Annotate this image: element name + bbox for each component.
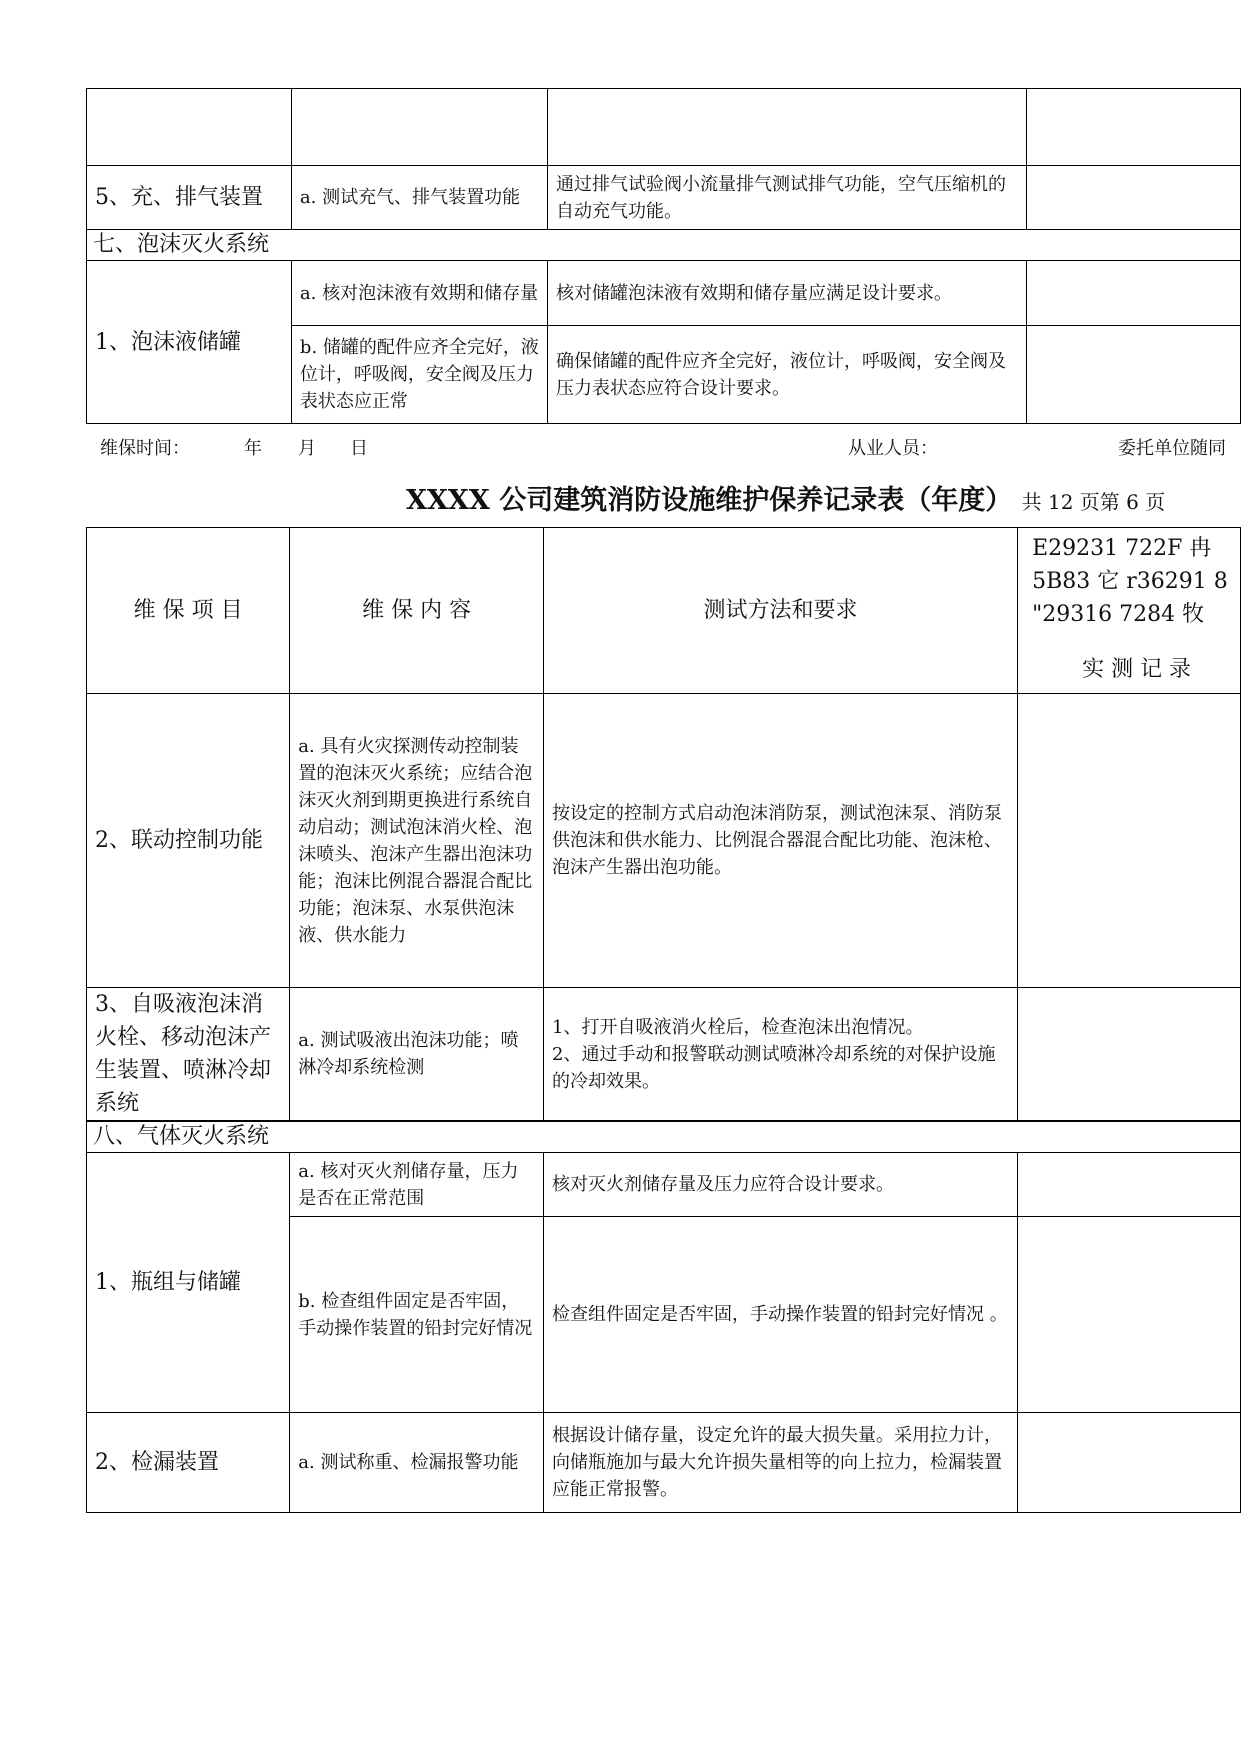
content-cell: a. 测试称重、检漏报警功能: [290, 1413, 544, 1513]
record-cell: [1026, 261, 1240, 326]
year-label: 年: [244, 438, 262, 459]
method-cell: 检查组件固定是否牢固，手动操作装置的铅封完好情况 。: [544, 1217, 1018, 1413]
staff-label: 从业人员：: [848, 438, 938, 459]
record-cell: [1018, 694, 1241, 988]
table-row: [87, 1413, 1241, 1513]
section-heading: 八、气体灭火系统: [87, 1121, 1241, 1153]
method-cell: 确保储罐的配件应齐全完好，液位计，呼吸阀，安全阀及压力表状态应符合设计要求。: [547, 326, 1026, 424]
method-cell: 根据设计储存量，设定允许的最大损失量。采用拉力计，向储瓶施加与最大允许损失量相等的向上拉力，检漏装置应能正常报警。: [544, 1413, 1018, 1513]
content-cell: a. 核对泡沫液有效期和储存量: [291, 261, 547, 326]
table-row: [87, 694, 1241, 988]
method-line: 2、通过手动和报警联动测试喷淋冷却系统的对保护设施的冷却效果。: [552, 1043, 996, 1092]
method-cell: [547, 89, 1026, 166]
item-cell: 1、瓶组与储罐: [87, 1153, 290, 1413]
item-cell: 2、联动控制功能: [87, 694, 290, 988]
content-cell: [291, 89, 547, 166]
item-cell: [87, 89, 292, 166]
record-header-label: 实 测 记 录: [1082, 657, 1192, 682]
header-item: 维 保 项 目: [87, 528, 290, 694]
main-table: [86, 527, 1241, 1513]
item-cell: 5、充、排气装置: [87, 166, 292, 230]
client-label: 委托单位随同: [1118, 438, 1226, 459]
page-info: 共 12 页第 6 页: [1021, 490, 1166, 514]
method-cell: [544, 988, 1018, 1122]
content-cell: a. 测试吸液出泡沫功能；喷淋冷却系统检测: [290, 988, 544, 1122]
content-cell: b. 储罐的配件应齐全完好，液位计，呼吸阀，安全阀及压力表状态应正常: [291, 326, 547, 424]
method-cell: 核对储罐泡沫液有效期和储存量应满足设计要求。: [547, 261, 1026, 326]
content-cell: a. 核对灭火剂储存量，压力是否在正常范围: [290, 1153, 544, 1217]
method-cell: 按设定的控制方式启动泡沫消防泵，测试泡沫泵、消防泵供泡沫和供水能力、比例混合器混合配比功能、泡沫枪、泡沫产生器出泡功能。: [544, 694, 1018, 988]
method-cell: 核对灭火剂储存量及压力应符合设计要求。: [544, 1153, 1018, 1217]
header-code-line: "29316 7284 牧: [1032, 602, 1205, 627]
table-row: [87, 261, 1241, 326]
header-content: 维 保 内 容: [290, 528, 544, 694]
content-cell: a. 具有火灾探测传动控制装置的泡沫灭火系统；应结合泡沫灭火剂到期更换进行系统自动启动；测试泡沫消火栓、泡沫喷头、泡沫产生器出泡沫功能；泡沫比例混合器混合配比功能；泡沫泵、水泵供泡沫液、供水能力: [290, 694, 544, 988]
section-heading: 七、泡沫灭火系统: [87, 230, 1241, 261]
method-cell: 通过排气试验阀小流量排气测试排气功能，空气压缩机的自动充气功能。: [547, 166, 1026, 230]
record-cell: [1018, 1413, 1241, 1513]
header-code-line: E29231 722F 冉: [1032, 536, 1212, 561]
record-cell: [1018, 1217, 1241, 1413]
header-method: 测试方法和要求: [544, 528, 1018, 694]
record-cell: [1018, 988, 1241, 1122]
item-cell: 2、检漏装置: [87, 1413, 290, 1513]
record-cell: [1026, 89, 1240, 166]
section-row: [87, 1121, 1241, 1153]
section-row: [87, 230, 1241, 261]
item-cell: 1、泡沫液储罐: [87, 261, 292, 424]
record-cell: [1026, 166, 1240, 230]
page-title: [406, 478, 1165, 517]
content-cell: b. 检查组件固定是否牢固，手动操作装置的铅封完好情况: [290, 1217, 544, 1413]
method-line: 1、打开自吸液消火栓后，检查泡沫出泡情况。: [552, 1016, 924, 1038]
top-table: [86, 88, 1241, 424]
record-cell: [1018, 1153, 1241, 1217]
table-row: [87, 89, 1241, 166]
table-row: [87, 166, 1241, 230]
header-record: [1018, 528, 1241, 694]
day-label: 日: [350, 438, 368, 459]
record-cell: [1026, 326, 1240, 424]
month-label: 月: [298, 438, 316, 459]
header-code-line: 5B83 它 r36291 8: [1032, 569, 1228, 594]
table-row: [87, 1153, 1241, 1217]
maintenance-time-label: 维保时间：: [100, 438, 190, 459]
item-cell: 3、自吸液泡沫消火栓、移动泡沫产生装置、喷淋冷却系统: [87, 988, 290, 1122]
content-cell: a. 测试充气、排气装置功能: [291, 166, 547, 230]
header-row: [87, 528, 1241, 694]
table-row: [87, 988, 1241, 1122]
title-main: XXXX 公司建筑消防设施维护保养记录表（年度）: [406, 485, 1013, 516]
